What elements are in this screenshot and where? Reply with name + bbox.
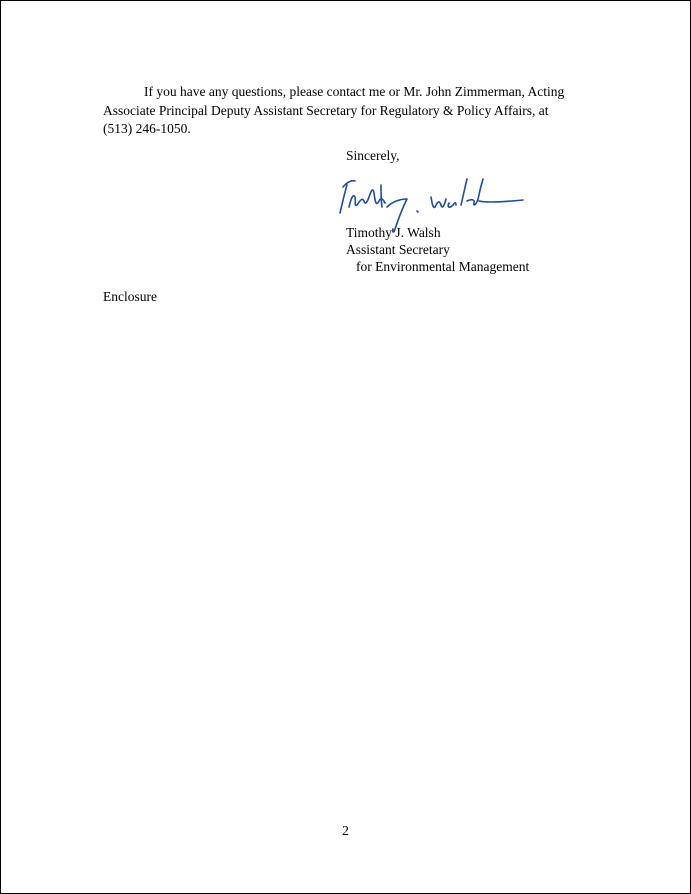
signature-stroke <box>431 197 446 207</box>
signer-title: Assistant Secretary <box>346 242 450 257</box>
signature-stroke <box>417 211 418 212</box>
signature-stroke <box>343 181 355 187</box>
closing: Sincerely, <box>346 148 400 163</box>
enclosure-label: Enclosure <box>103 289 157 304</box>
signature-stroke <box>479 200 523 202</box>
signature-stroke <box>461 179 467 205</box>
page-number: 2 <box>342 823 349 838</box>
signature-stroke <box>381 185 382 207</box>
signature-stroke <box>349 190 385 207</box>
signer-office: for Environmental Management <box>356 259 530 274</box>
signer-name: Timothy J. Walsh <box>346 225 441 240</box>
body-paragraph: If you have any questions, please contact me or Mr. John Zimmerman, Acting Associate Principal Deputy Assistant Secretary for Regulatory & Policy Affairs, at (513) 246-1050. <box>103 84 565 136</box>
signature-stroke <box>340 185 347 213</box>
signer-block <box>346 224 529 275</box>
signature-stroke <box>448 203 456 207</box>
